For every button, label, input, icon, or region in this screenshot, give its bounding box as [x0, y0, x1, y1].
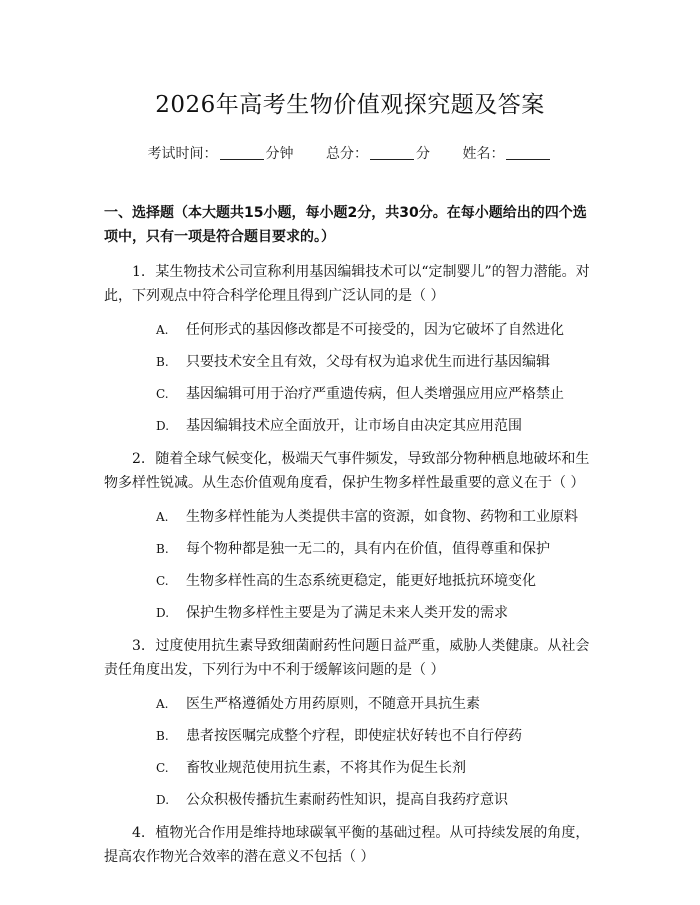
option-a	[104, 507, 596, 527]
option-letter: D.	[156, 793, 170, 807]
option-letter: B.	[156, 355, 169, 369]
option-letter: B.	[156, 729, 169, 743]
option-letter: D.	[156, 606, 170, 620]
option-letter: A.	[156, 323, 169, 337]
option-d	[104, 603, 596, 623]
question-stem	[104, 821, 596, 869]
option-text: 保护生物多样性主要是为了满足未来人类开发的需求	[186, 605, 508, 621]
name-field	[462, 143, 552, 163]
option-letter: A.	[156, 697, 169, 711]
total-score-label: 总分：	[326, 146, 368, 162]
option-letter: C.	[156, 387, 169, 401]
total-score-unit: 分	[416, 146, 430, 162]
option-c	[104, 384, 596, 404]
option-text: 医生严格遵循处方用药原则，不随意开具抗生素	[186, 696, 480, 712]
option-text: 患者按医嘱完成整个疗程，即使症状好转也不自行停药	[186, 728, 522, 744]
option-text: 基因编辑可用于治疗严重遗传病，但人类增强应用应严格禁止	[186, 386, 564, 402]
exam-time-label: 考试时间：	[147, 146, 218, 162]
exam-time-unit: 分钟	[265, 146, 294, 162]
question-1	[104, 260, 596, 436]
name-label: 姓名：	[462, 146, 505, 162]
exam-meta	[104, 143, 596, 163]
option-d	[104, 790, 596, 810]
exam-time-field	[148, 143, 294, 163]
exam-time-blank	[220, 145, 264, 160]
question-stem	[104, 260, 596, 308]
option-list	[104, 507, 596, 623]
page-title: 2026年高考生物价值观探究题及答案	[155, 92, 545, 118]
option-text: 畜牧业规范使用抗生素，不将其作为促生长剂	[186, 760, 466, 776]
question-number: 3.	[132, 638, 146, 654]
option-text: 每个物种都是独一无二的，具有内在价值，值得尊重和保护	[186, 541, 550, 557]
name-blank	[506, 145, 550, 160]
option-letter: B.	[156, 542, 169, 556]
option-c	[104, 758, 596, 778]
option-list	[104, 694, 596, 810]
option-text: 基因编辑技术应全面放开，让市场自由决定其应用范围	[186, 418, 522, 434]
option-list	[104, 320, 596, 436]
total-score-blank	[370, 145, 414, 160]
option-b	[104, 352, 596, 372]
option-text: 生物多样性高的生态系统更稳定，能更好地抵抗环境变化	[186, 573, 536, 589]
question-number: 2.	[132, 451, 146, 467]
question-stem	[104, 447, 596, 495]
question-2	[104, 447, 596, 623]
question-stem	[104, 634, 596, 682]
total-score-field	[326, 143, 430, 163]
option-text: 只要技术安全且有效，父母有权为追求优生而进行基因编辑	[186, 354, 550, 370]
option-letter: C.	[156, 574, 169, 588]
question-number: 1.	[132, 264, 146, 280]
option-letter: C.	[156, 761, 169, 775]
question-text: 某生物技术公司宣称利用基因编辑技术可以“定制婴儿”的智力潜能。对此，下列观点中符合科学伦理且得到广泛认同的是（ ）	[104, 264, 590, 304]
option-letter: A.	[156, 510, 169, 524]
question-text: 随着全球气候变化，极端天气事件频发，导致部分物种栖息地破坏和生物多样性锐减。从生态价值观角度看，保护生物多样性最重要的意义在于（ ）	[104, 451, 590, 491]
option-b	[104, 726, 596, 746]
section-heading: 一、选择题（本大题共15小题，每小题2分，共30分。在每小题给出的四个选项中，只有一项是符合题目要求的。）	[104, 205, 587, 245]
question-text: 过度使用抗生素导致细菌耐药性问题日益严重，威胁人类健康。从社会责任角度出发，下列行为中不利于缓解该问题的是（ ）	[104, 638, 590, 678]
question-number: 4.	[132, 825, 146, 841]
option-text: 生物多样性能为人类提供丰富的资源，如食物、药物和工业原料	[186, 509, 578, 525]
option-b	[104, 539, 596, 559]
option-text: 任何形式的基因修改都是不可接受的，因为它破坏了自然进化	[186, 322, 564, 338]
question-text: 植物光合作用是维持地球碳氧平衡的基础过程。从可持续发展的角度，提高农作物光合效率的潜在意义不包括（ ）	[104, 825, 590, 865]
question-3	[104, 634, 596, 810]
option-d	[104, 416, 596, 436]
option-letter: D.	[156, 419, 170, 433]
option-c	[104, 571, 596, 591]
question-4	[104, 821, 596, 869]
option-text: 公众积极传播抗生素耐药性知识，提高自我药疗意识	[186, 792, 508, 808]
option-a	[104, 694, 596, 714]
option-a	[104, 320, 596, 340]
